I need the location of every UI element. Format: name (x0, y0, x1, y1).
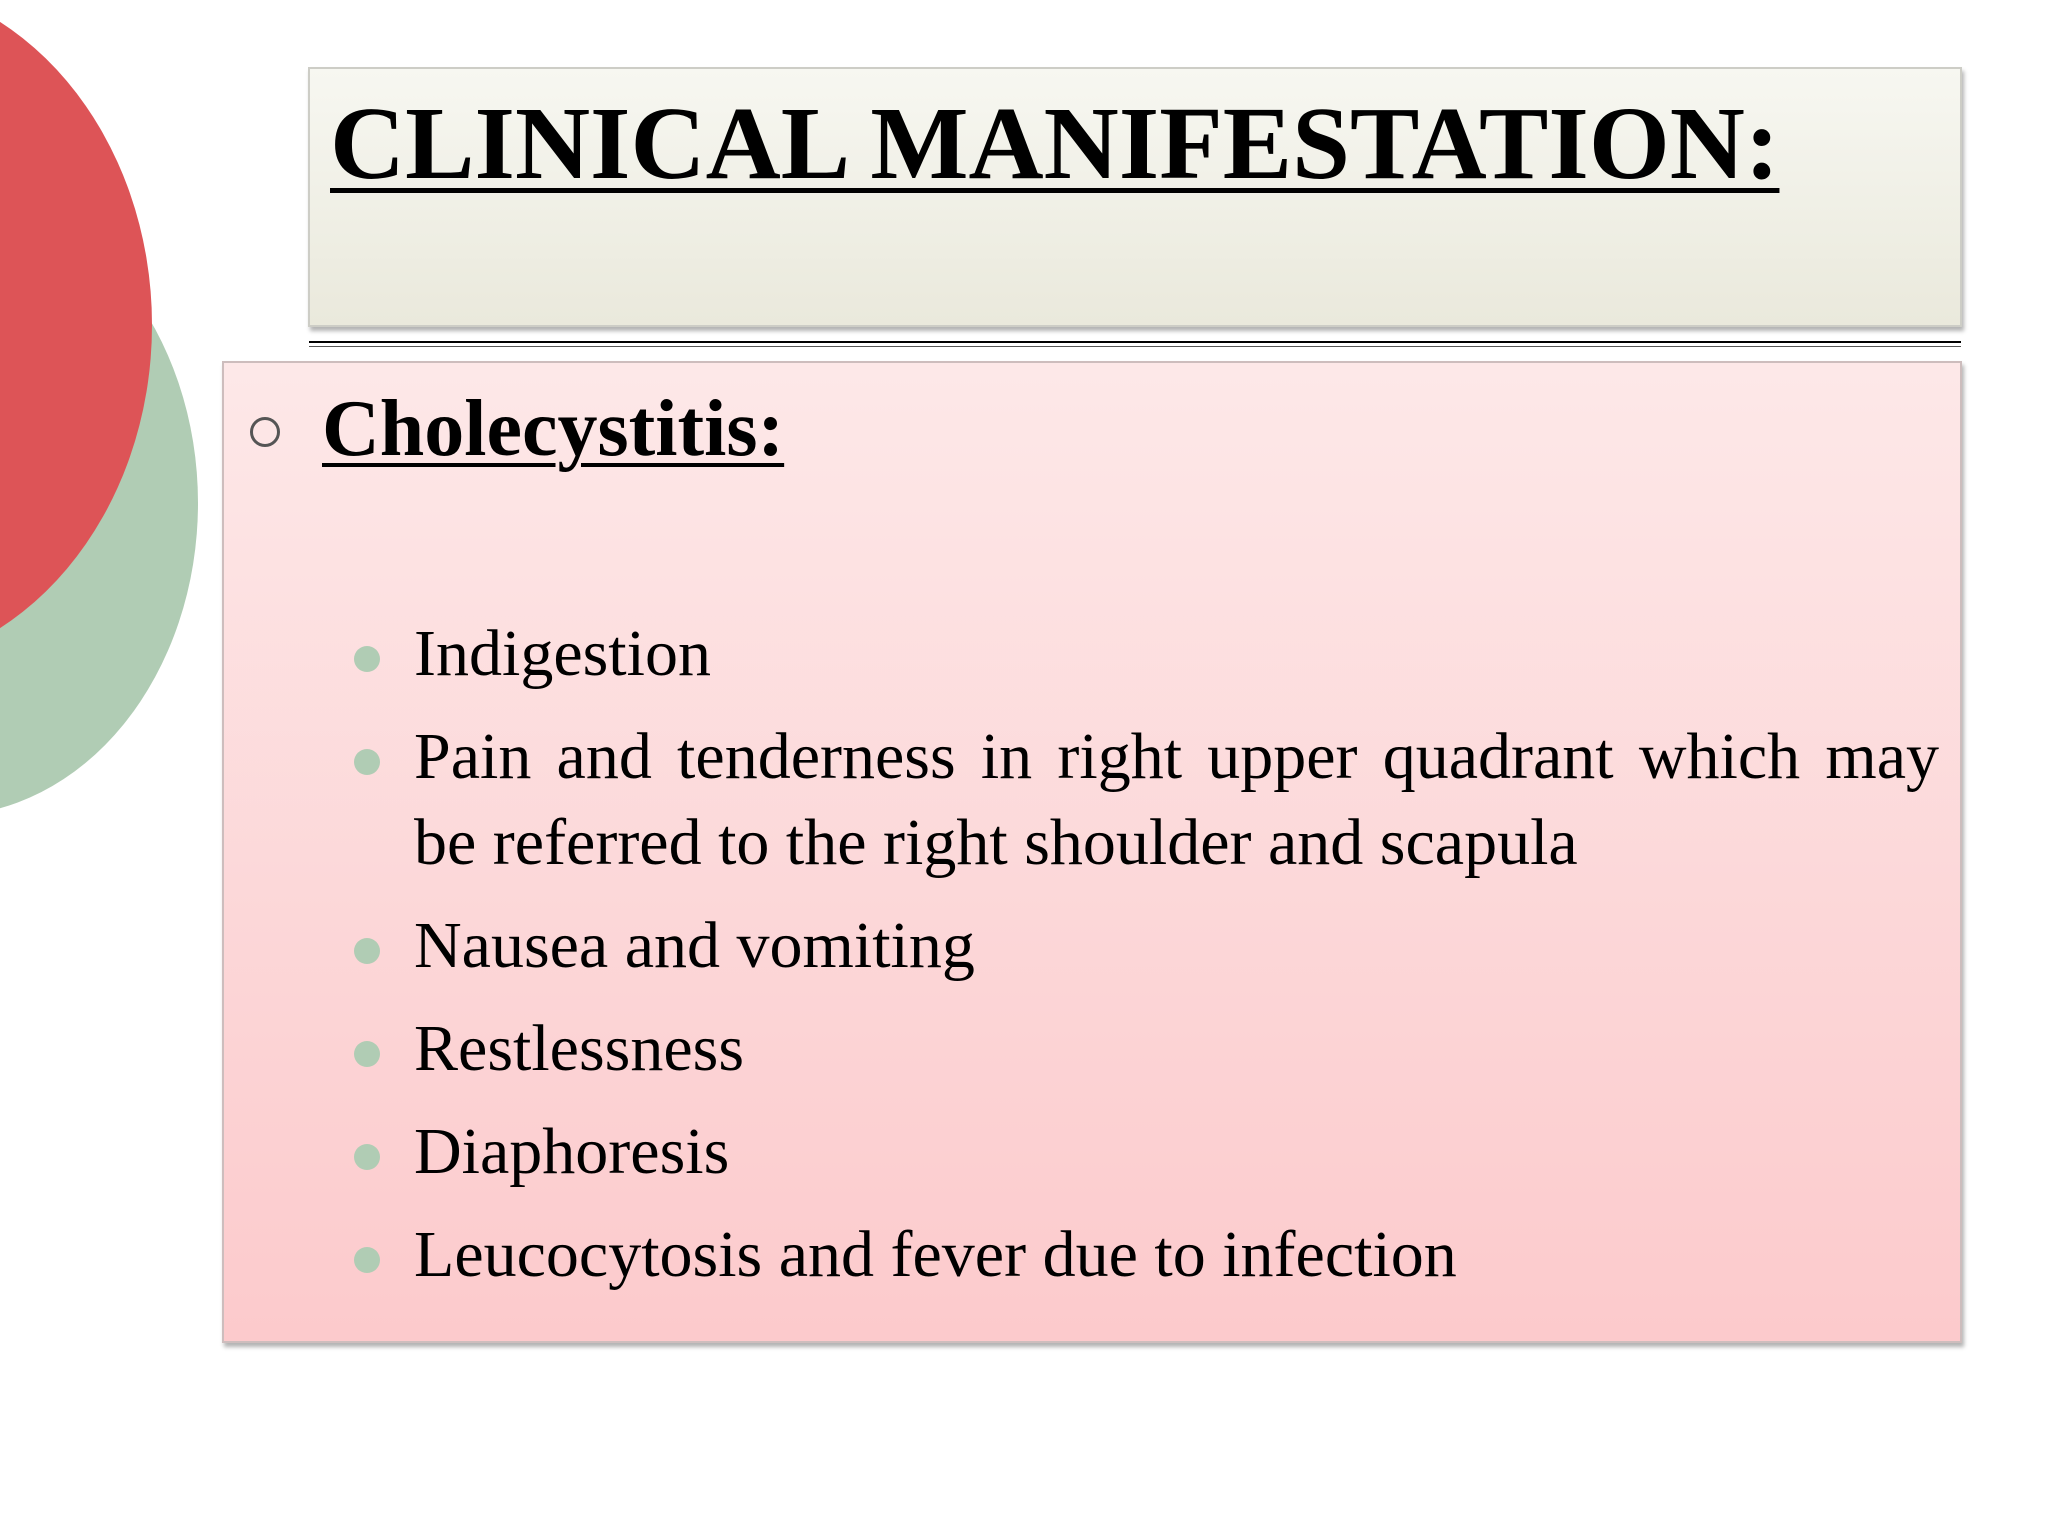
list-item (354, 1212, 1939, 1298)
title-box (308, 67, 1962, 327)
list-item-text: Indigestion (414, 617, 711, 690)
list-item-text: Restlessness (414, 1012, 744, 1085)
list-item-text: Leucocytosis and fever due to infection (414, 1218, 1457, 1291)
list-item (354, 714, 1939, 886)
hollow-circle-bullet-icon (250, 417, 280, 447)
list-item (354, 1109, 1939, 1195)
list-item-text: Pain and tenderness in right upper quadrant which may be referred to the right shoulder and scapula (414, 720, 1939, 879)
content-box (222, 361, 1962, 1343)
list-item-text: Nausea and vomiting (414, 909, 975, 982)
bullet-dot-icon (354, 749, 380, 775)
bullet-dot-icon (354, 1144, 380, 1170)
bullet-dot-icon (354, 1247, 380, 1273)
title-divider (309, 341, 1961, 343)
slide-title: CLINICAL MANIFESTATION: (330, 86, 1780, 201)
title-divider-thin (309, 346, 1961, 347)
section-heading: Cholecystitis: (322, 385, 785, 473)
bullet-dot-icon (354, 938, 380, 964)
list-item (354, 903, 1939, 989)
bullet-dot-icon (354, 646, 380, 672)
list-item-text: Diaphoresis (414, 1115, 730, 1188)
list-item (354, 611, 1939, 697)
bullet-dot-icon (354, 1041, 380, 1067)
list-item (354, 1006, 1939, 1092)
symptom-list (354, 611, 1939, 1315)
